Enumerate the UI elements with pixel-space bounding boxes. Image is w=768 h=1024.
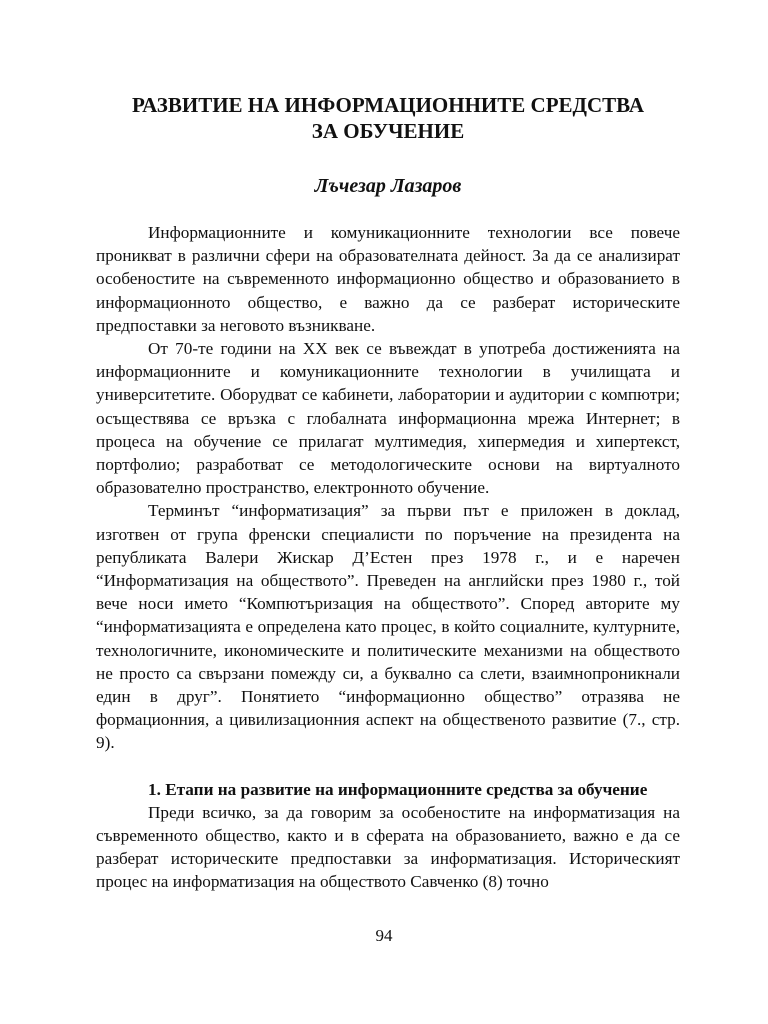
section-paragraph: Преди всичко, за да говорим за особеностите на информатизация на съвременното общество, както и в сферата на образованието, важно е да се разберат историческите предпоставки за информатизация. Историческият процес на информатизация на обществото Савченко (8) точно	[96, 802, 680, 892]
paragraph-2: От 70-те години на XX век се въвеждат в употреба достиженията на информационните и комуникационните технологии в училищата и университетите. Оборудват се кабинети, лаборатории и аудитории с компютри; осъществява се връзка с глобалната информационна мрежа Интернет; в процеса на обучение се прилагат мултимедия, хипермедия и хипертекст, портфолио; разработват се методологическите основи на виртуалното образователно пространство, електронното обучение.	[96, 339, 680, 498]
author-name: Лъчезар Лазаров	[314, 175, 462, 197]
document-title	[96, 92, 680, 144]
section-heading: 1. Етапи на развитие на информационните средства за обучение	[148, 779, 648, 799]
page-number: 94	[375, 926, 393, 945]
title-line-2: ЗА ОБУЧЕНИЕ	[311, 119, 465, 143]
paragraph-1: Информационните и комуникационните технологии все повече проникват в различни сфери на образователната дейност. За да се анализират особеностите на съвременното информационно общество и образованието в информационното общество, е важно да се разберат историческите предпоставки за неговото възникване.	[96, 223, 680, 335]
title-line-1: РАЗВИТИЕ НА ИНФОРМАЦИОННИТЕ СРЕДСТВА	[131, 93, 644, 117]
document-page	[96, 92, 680, 894]
paragraph-3: Терминът “информатизация” за първи път е приложен в доклад, изготвен от група френски специалисти по поръчение на президента на републиката Валери Жискар Д’Естен през 1978 г., и е наречен “Информатизация на обществото”. Преведен на английски през 1980 г., той вече носи името “Компютъризация на обществото”. Според авторите му “информатизацията е определена като процес, в който социалните, културните, технологичните, икономическите и политическите механизми на обществото не просто са свързани помежду си, а буквално са слети, взаимнопроникнали един в друг”. Понятието “информационно общество” отразява не формационния, а цивилизационния аспект на общественото развитие (7., стр. 9).	[96, 501, 680, 753]
